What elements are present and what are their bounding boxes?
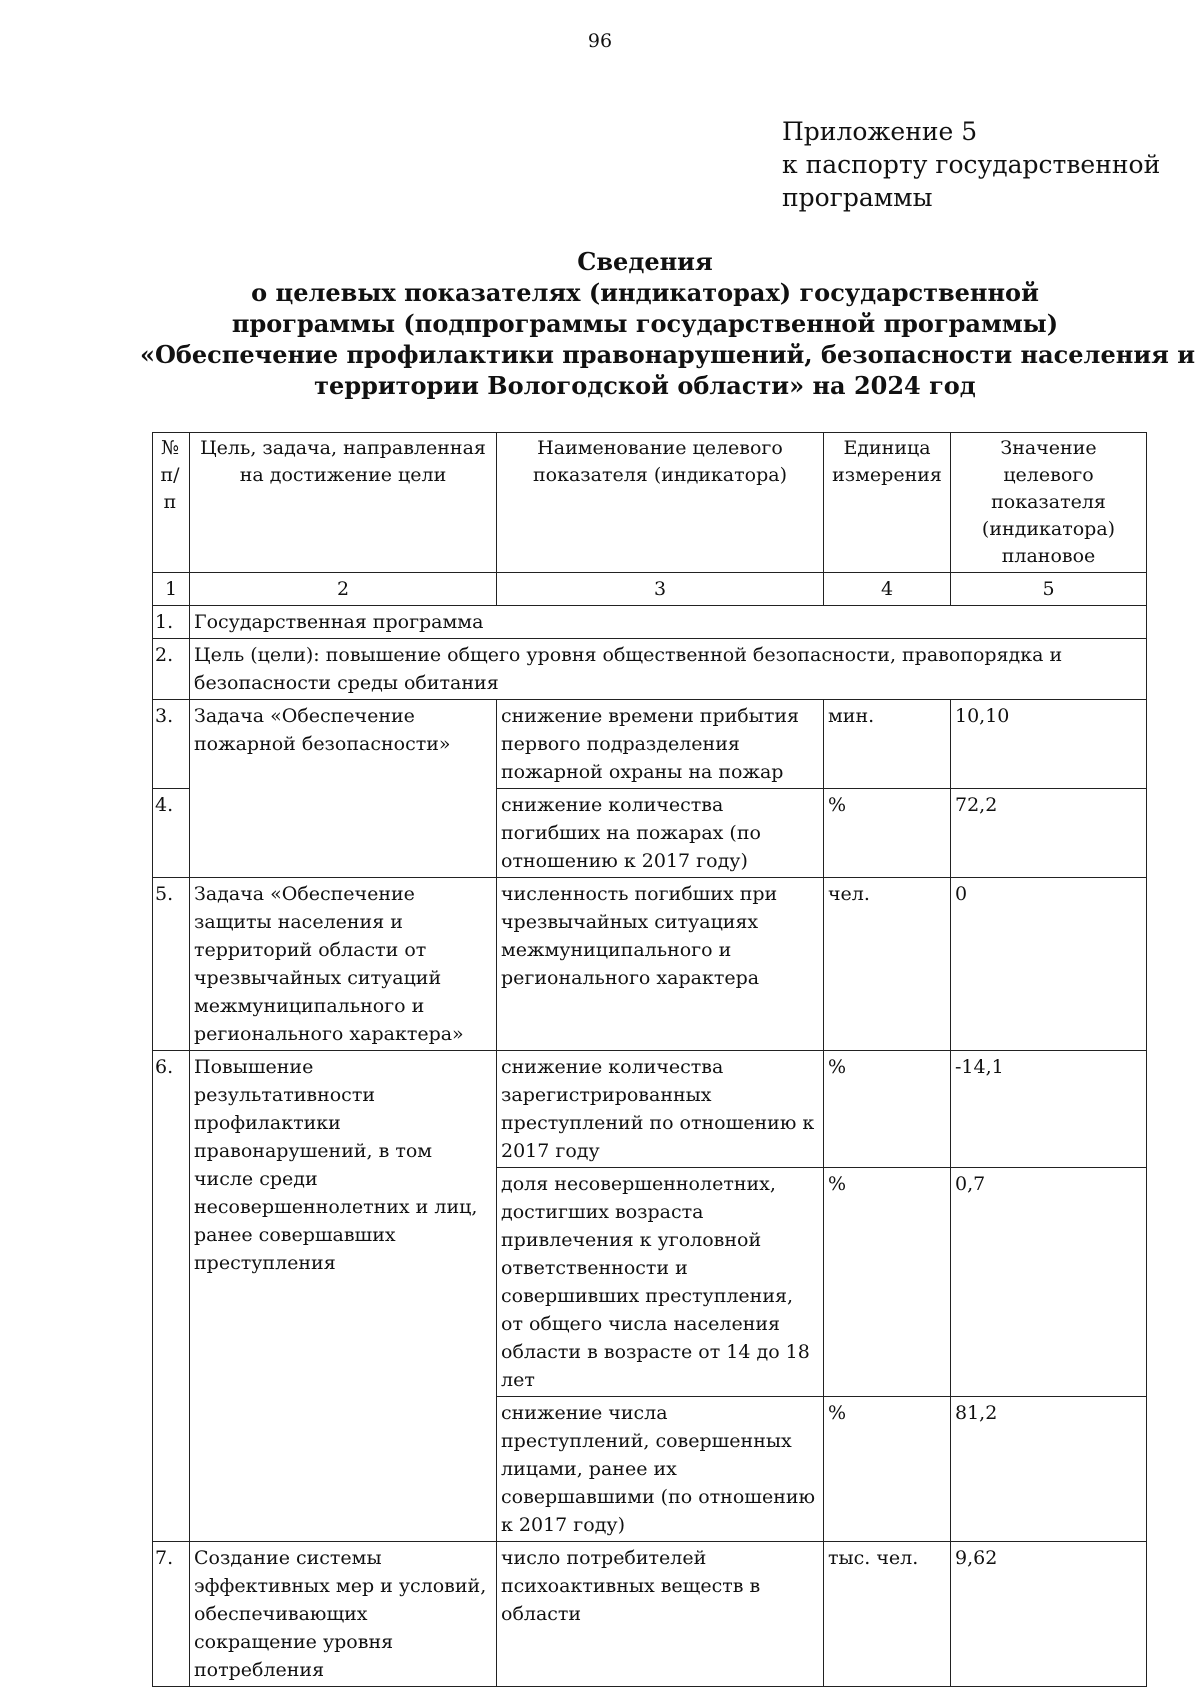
title-line-3: программы (подпрограммы государственной программы) bbox=[231, 309, 1059, 338]
table-row bbox=[153, 878, 1147, 1051]
task-goal: Повышение результативности профилактики правонарушений, в том числе среди несовершеннолетних и лиц, ранее совершавших преступления bbox=[190, 1051, 497, 1542]
indicator-value: 10,10 bbox=[951, 700, 1147, 789]
header-indicator: Наименование целевого показателя (индикатора) bbox=[497, 433, 824, 573]
table-header-row bbox=[153, 433, 1147, 573]
appendix-line-1: Приложение 5 bbox=[782, 117, 978, 146]
row-number: 5. bbox=[153, 878, 190, 1051]
indicator-name: численность погибших при чрезвычайных ситуациях межмуниципального и регионального характера bbox=[497, 878, 824, 1051]
program-goal: Цель (цели): повышение общего уровня общественной безопасности, правопорядка и безопасности среды обитания bbox=[190, 639, 1147, 700]
column-number-row bbox=[153, 573, 1147, 606]
task-goal: Создание системы эффективных мер и условий, обеспечивающих сокращение уровня потребления bbox=[190, 1542, 497, 1687]
indicator-name: число потребителей психоактивных веществ в области bbox=[497, 1542, 824, 1687]
indicator-value: 0,7 bbox=[951, 1168, 1147, 1397]
header-goal: Цель, задача, направленная на достижение цели bbox=[190, 433, 497, 573]
column-number: 3 bbox=[497, 573, 824, 606]
indicator-value: 72,2 bbox=[951, 789, 1147, 878]
indicator-unit: тыс. чел. bbox=[824, 1542, 951, 1687]
indicator-unit: % bbox=[824, 1168, 951, 1397]
indicator-value: 81,2 bbox=[951, 1397, 1147, 1542]
indicator-unit: % bbox=[824, 789, 951, 878]
row-number: 4. bbox=[153, 789, 190, 878]
column-number: 5 bbox=[951, 573, 1147, 606]
indicator-value: 0 bbox=[951, 878, 1147, 1051]
indicator-name: снижение числа преступлений, совершенных лицами, ранее их совершавшими (по отношению к 2017 году) bbox=[497, 1397, 824, 1542]
row-number: 3. bbox=[153, 700, 190, 789]
column-number: 4 bbox=[824, 573, 951, 606]
table-row bbox=[153, 606, 1147, 639]
page-number: 96 bbox=[587, 30, 613, 52]
appendix-line-2: к паспорту государственной bbox=[782, 150, 1161, 179]
indicator-name: снижение количества зарегистрированных преступлений по отношению к 2017 году bbox=[497, 1051, 824, 1168]
appendix-note bbox=[782, 115, 1160, 214]
row-number: 1. bbox=[153, 606, 190, 639]
indicator-value: 9,62 bbox=[951, 1542, 1147, 1687]
column-number: 1 bbox=[153, 573, 190, 606]
title-line-2: о целевых показателях (индикаторах) государственной bbox=[251, 278, 1039, 307]
indicator-unit: мин. bbox=[824, 700, 951, 789]
document-title bbox=[140, 246, 1196, 401]
header-number: № п/п bbox=[153, 433, 190, 573]
indicators-table bbox=[152, 432, 1147, 1687]
title-line-4: «Обеспечение профилактики правонарушений, безопасности населения и bbox=[140, 340, 1196, 369]
table-row bbox=[153, 639, 1147, 700]
indicator-name: снижение времени прибытия первого подразделения пожарной охраны на пожар bbox=[497, 700, 824, 789]
program-title: Государственная программа bbox=[190, 606, 1147, 639]
column-number: 2 bbox=[190, 573, 497, 606]
indicator-unit: % bbox=[824, 1397, 951, 1542]
indicator-name: снижение количества погибших на пожарах (по отношению к 2017 году) bbox=[497, 789, 824, 878]
header-unit: Единица измерения bbox=[824, 433, 951, 573]
title-line-1: Сведения bbox=[577, 247, 713, 276]
row-number: 2. bbox=[153, 639, 190, 700]
table-row bbox=[153, 1051, 1147, 1168]
table-row bbox=[153, 1542, 1147, 1687]
title-line-5: территории Вологодской области» на 2024 год bbox=[314, 371, 976, 400]
table-row bbox=[153, 700, 1147, 789]
task-goal: Задача «Обеспечение защиты населения и территорий области от чрезвычайных ситуаций межмуниципального и регионального характера» bbox=[190, 878, 497, 1051]
indicator-unit: чел. bbox=[824, 878, 951, 1051]
indicator-value: -14,1 bbox=[951, 1051, 1147, 1168]
row-number: 7. bbox=[153, 1542, 190, 1687]
indicator-name: доля несовершеннолетних, достигших возраста привлечения к уголовной ответственности и совершивших преступления, от общего числа населения области в возрасте от 14 до 18 лет bbox=[497, 1168, 824, 1397]
task-goal: Задача «Обеспечение пожарной безопасности» bbox=[190, 700, 497, 878]
row-number: 6. bbox=[153, 1051, 190, 1542]
indicator-unit: % bbox=[824, 1051, 951, 1168]
header-value: Значение целевого показателя (индикатора) плановое bbox=[951, 433, 1147, 573]
appendix-line-3: программы bbox=[782, 183, 933, 212]
